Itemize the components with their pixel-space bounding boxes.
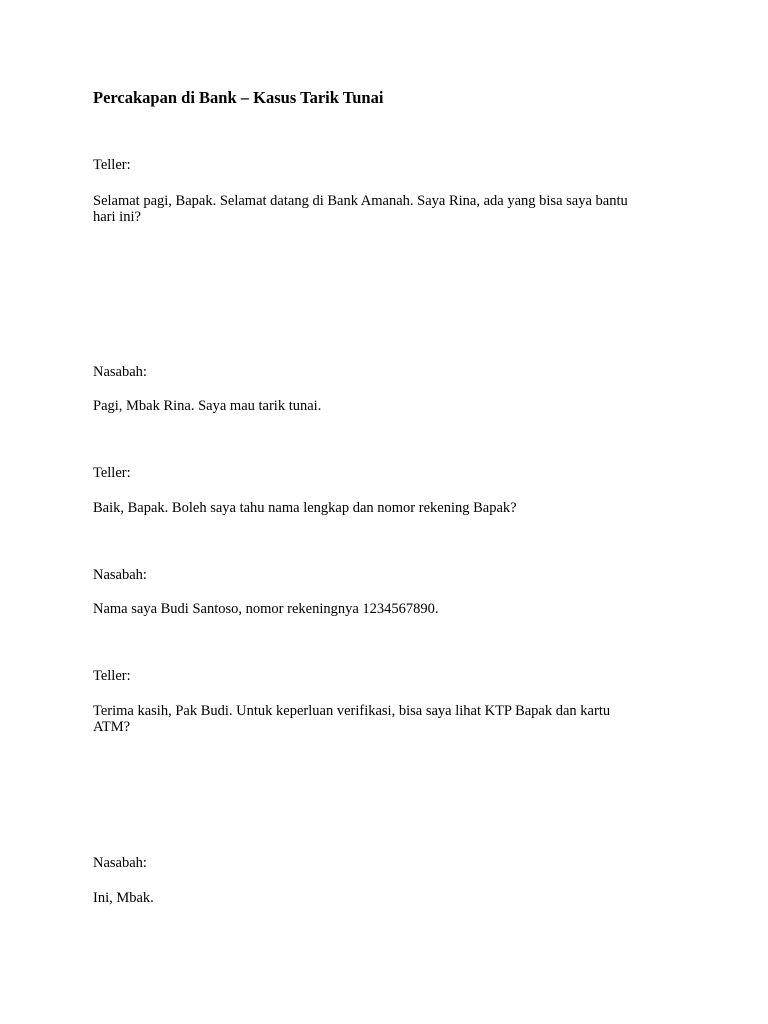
dialogue-text — [93, 500, 683, 516]
dialogue-line: Ini, Mbak. — [93, 890, 154, 906]
speaker-label: Nasabah: — [93, 364, 147, 380]
dialogue-line: hari ini? — [93, 209, 141, 225]
dialogue-text — [93, 890, 683, 906]
dialogue-text — [93, 703, 683, 735]
speaker-label: Nasabah: — [93, 855, 147, 871]
speaker-label: Teller: — [93, 157, 131, 173]
dialogue-line: Selamat pagi, Bapak. Selamat datang di Bank Amanah. Saya Rina, ada yang bisa saya bantu — [93, 193, 628, 209]
dialogue-text — [93, 601, 683, 617]
dialogue-text — [93, 398, 683, 414]
dialogue-line: Terima kasih, Pak Budi. Untuk keperluan verifikasi, bisa saya lihat KTP Bapak dan kartu — [93, 703, 611, 719]
speaker-label: Teller: — [93, 668, 131, 684]
speaker-label: Teller: — [93, 465, 131, 481]
dialogue-line: ATM? — [93, 719, 131, 735]
dialogue-line: Nama saya Budi Santoso, nomor rekeningnya 1234567890. — [93, 601, 439, 617]
dialogue-line: Baik, Bapak. Boleh saya tahu nama lengkap dan nomor rekening Bapak? — [93, 500, 517, 516]
document-title: Percakapan di Bank – Kasus Tarik Tunai — [93, 88, 384, 107]
speaker-label: Nasabah: — [93, 567, 147, 583]
dialogue-line: Pagi, Mbak Rina. Saya mau tarik tunai. — [93, 398, 322, 414]
dialogue-text — [93, 193, 683, 225]
